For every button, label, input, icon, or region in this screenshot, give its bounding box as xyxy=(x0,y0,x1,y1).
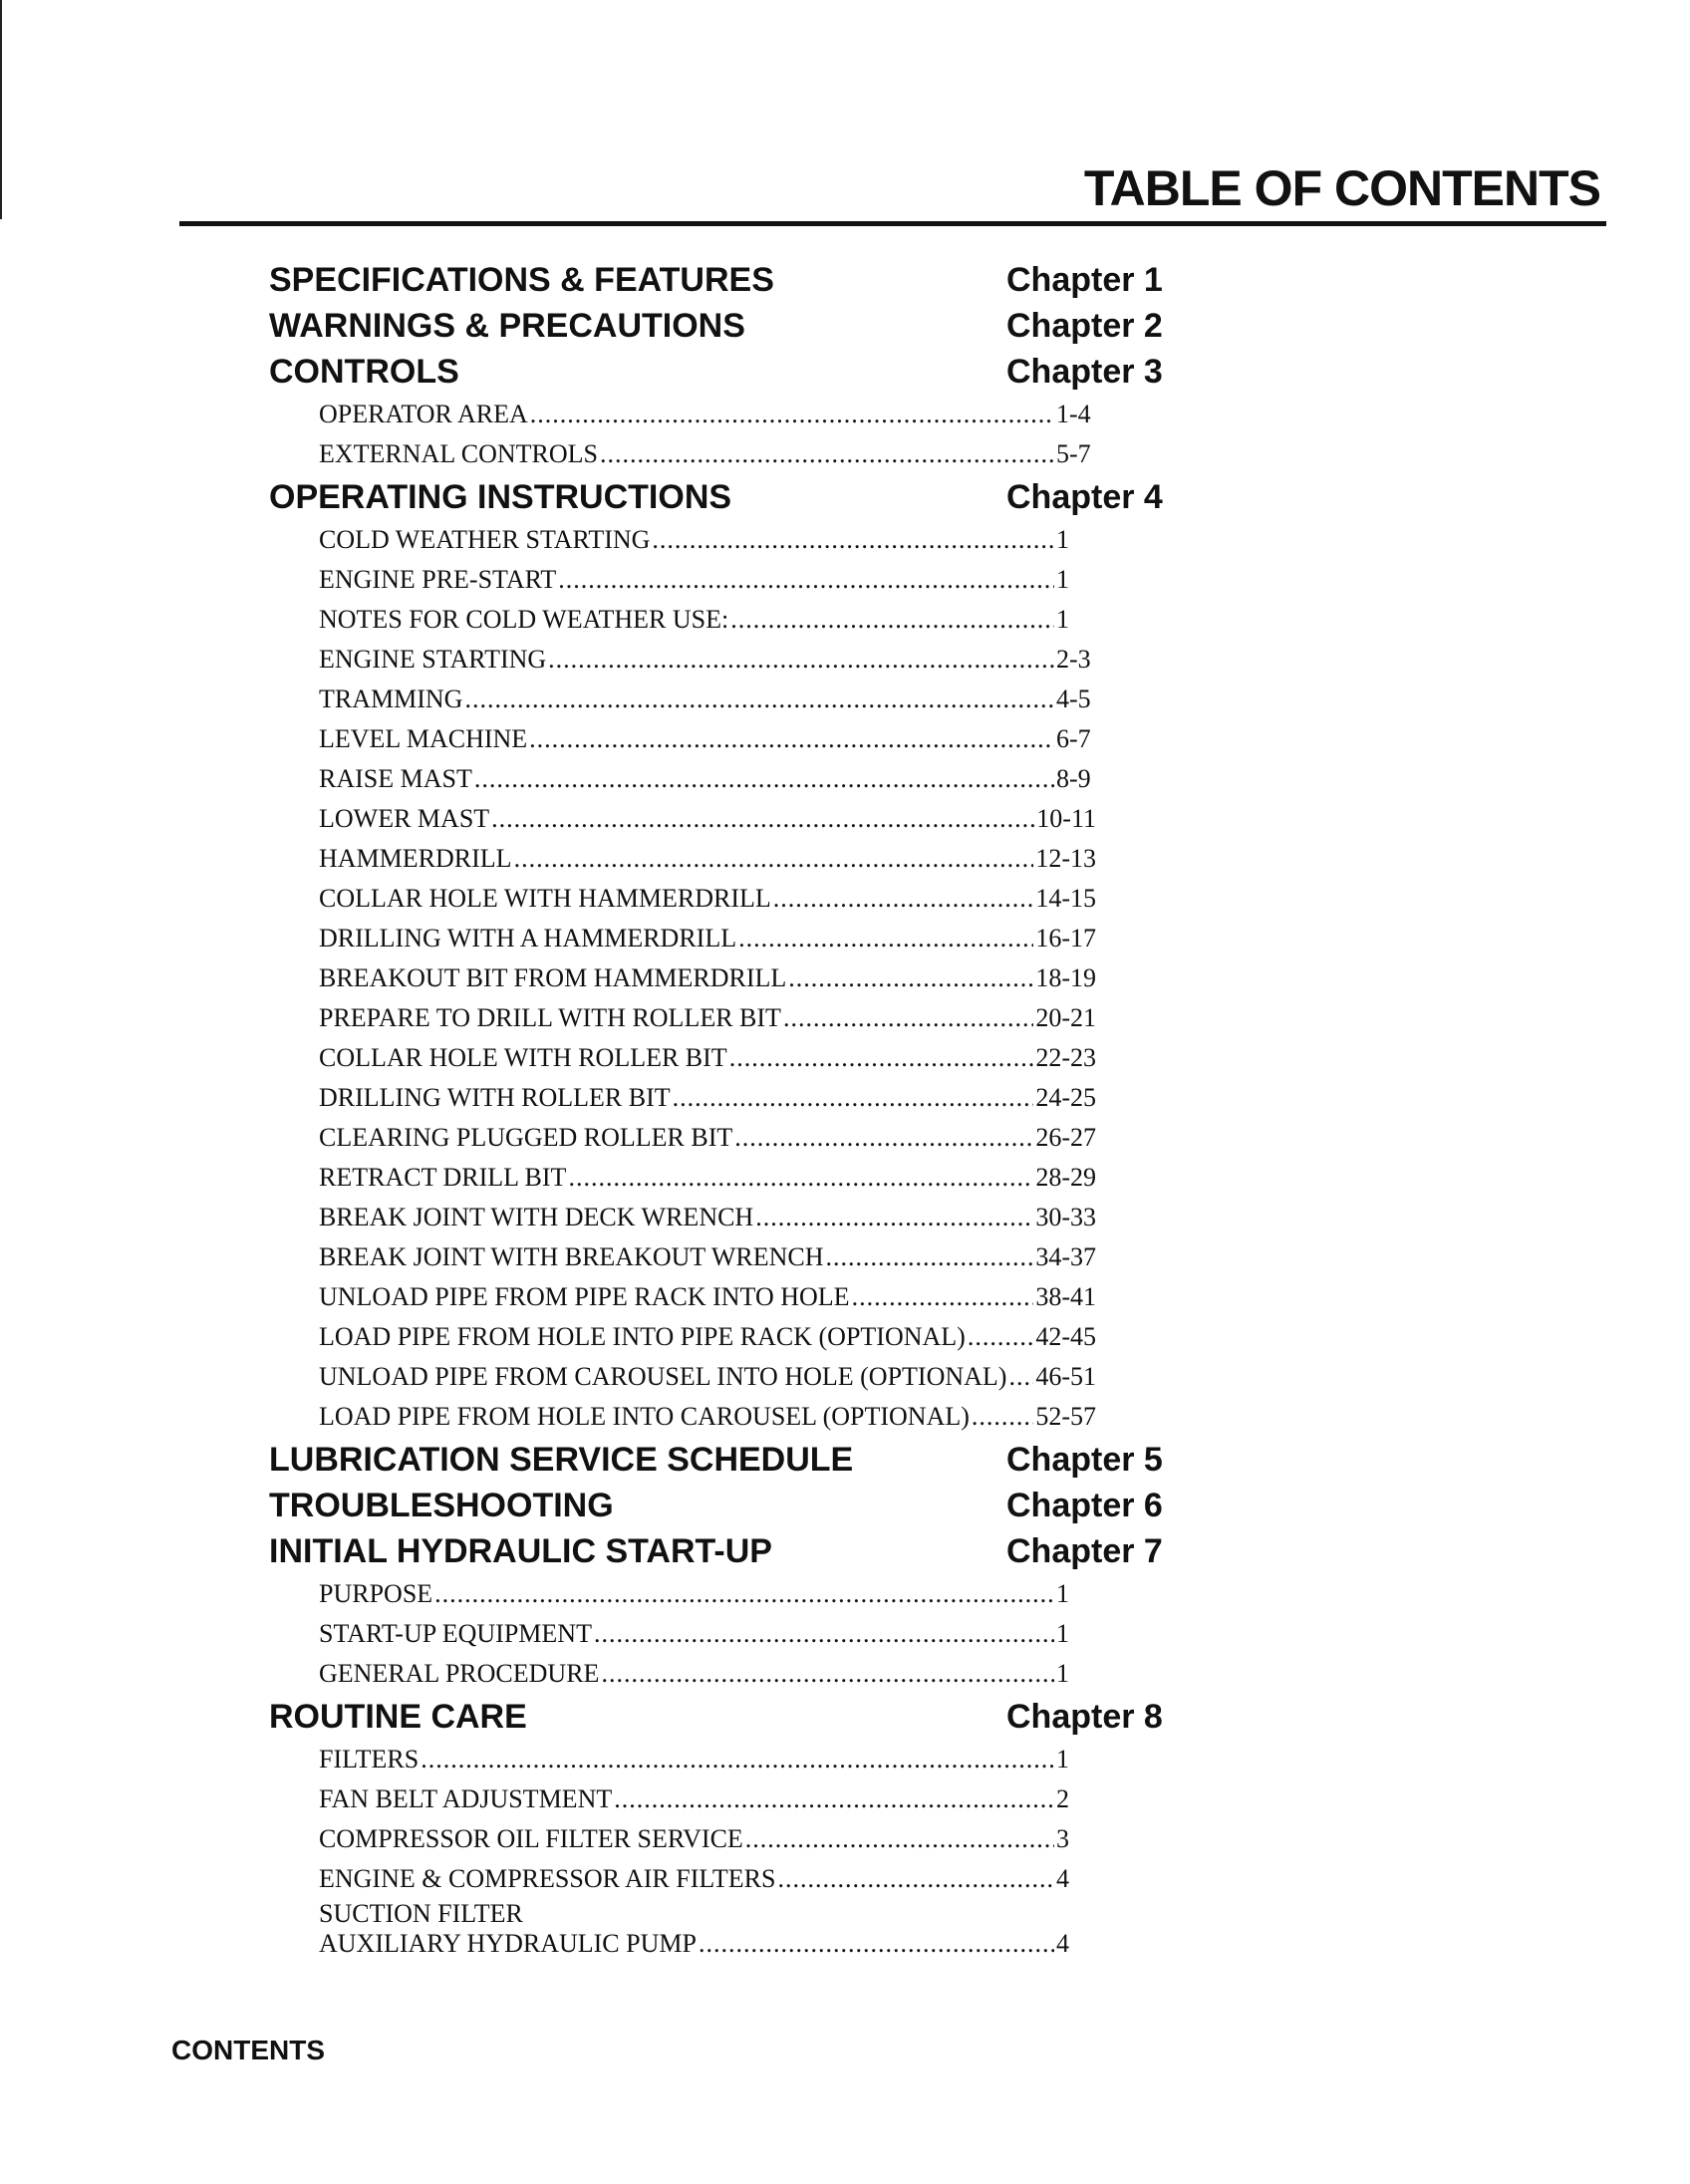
toc-entry xyxy=(269,1277,1096,1317)
toc-entry xyxy=(269,1654,1096,1694)
toc-entry xyxy=(269,520,1096,560)
dot-leader xyxy=(514,839,1034,879)
entry-title: LOAD PIPE FROM HOLE INTO CAROUSEL (OPTIONAL) xyxy=(319,1402,970,1431)
entry-title: DRILLING WITH A HAMMERDRILL xyxy=(319,924,737,953)
entry-title: AUXILIARY HYDRAULIC PUMP xyxy=(319,1929,697,1958)
dot-leader xyxy=(783,998,1033,1038)
entry-title: HAMMERDRILL xyxy=(319,844,512,873)
title-rule xyxy=(179,221,1606,226)
entry-title: UNLOAD PIPE FROM PIPE RACK INTO HOLE xyxy=(319,1282,850,1311)
dot-leader xyxy=(699,1929,1054,1959)
entry-page: 18-19 xyxy=(1035,963,1096,992)
entry-title: COLD WEATHER STARTING xyxy=(319,525,651,554)
dot-leader xyxy=(421,1740,1054,1779)
entry-page: 1 xyxy=(1056,1619,1069,1648)
entry-title: RAISE MAST xyxy=(319,764,472,793)
dot-leader xyxy=(548,640,1054,680)
toc-entry xyxy=(269,1574,1096,1614)
footer-label: CONTENTS xyxy=(171,2035,325,2065)
dot-leader xyxy=(652,520,1054,560)
entry-title: BREAK JOINT WITH BREAKOUT WRENCH xyxy=(319,1242,824,1271)
entry-page: 1 xyxy=(1056,1659,1069,1688)
chapter-title: CONTROLS xyxy=(269,353,459,391)
entry-page: 12-13 xyxy=(1035,844,1096,873)
entry-title: TRAMMING xyxy=(319,684,463,713)
dot-leader xyxy=(745,1819,1054,1859)
toc-entry xyxy=(269,1779,1096,1819)
entry-page: 1 xyxy=(1056,605,1069,634)
entry-page: 10-11 xyxy=(1036,804,1096,833)
toc-chapter xyxy=(269,303,1166,349)
toc-entry xyxy=(269,640,1096,680)
toc-entry xyxy=(269,759,1096,799)
entry-title: ENGINE & COMPRESSOR AIR FILTERS xyxy=(319,1864,776,1893)
chapter-number: Chapter 1 xyxy=(1006,261,1163,299)
dot-leader xyxy=(773,879,1034,919)
toc-entry xyxy=(269,839,1096,879)
dot-leader xyxy=(600,434,1054,474)
dot-leader xyxy=(491,799,1034,839)
dot-leader xyxy=(730,600,1054,640)
toc-entry xyxy=(269,1859,1096,1899)
entry-title: ENGINE PRE-START xyxy=(319,565,557,594)
chapter-number: Chapter 2 xyxy=(1006,307,1163,345)
entry-page: 1 xyxy=(1056,565,1069,594)
dot-leader xyxy=(968,1317,1034,1357)
entry-title: PURPOSE xyxy=(319,1579,433,1608)
entry-page: 30-33 xyxy=(1035,1203,1096,1231)
entry-page: 1 xyxy=(1056,1745,1069,1774)
entry-title-prefix: SUCTION FILTER xyxy=(319,1899,523,1928)
toc-entry xyxy=(269,1198,1096,1237)
dot-leader xyxy=(852,1277,1034,1317)
chapter-title: WARNINGS & PRECAUTIONS xyxy=(269,307,745,345)
entry-page: 14-15 xyxy=(1035,884,1096,913)
toc-entry xyxy=(269,434,1096,474)
table-of-contents xyxy=(269,257,1166,1963)
dot-leader xyxy=(729,1038,1034,1078)
entry-page: 4 xyxy=(1056,1929,1069,1958)
entry-title: CLEARING PLUGGED ROLLER BIT xyxy=(319,1123,733,1152)
dot-leader xyxy=(738,919,1033,958)
entry-title: BREAK JOINT WITH DECK WRENCH xyxy=(319,1203,754,1231)
dot-leader xyxy=(755,1198,1033,1237)
entry-page: 3 xyxy=(1056,1824,1069,1853)
dot-leader xyxy=(1008,1357,1033,1397)
toc-entry xyxy=(269,1740,1096,1779)
entry-title: LOAD PIPE FROM HOLE INTO PIPE RACK (OPTIONAL) xyxy=(319,1322,966,1351)
dot-leader xyxy=(474,759,1054,799)
chapter-number: Chapter 3 xyxy=(1006,353,1163,391)
toc-entry xyxy=(269,1038,1096,1078)
dot-leader xyxy=(826,1237,1034,1277)
chapter-number: Chapter 4 xyxy=(1006,478,1163,516)
entry-page: 2 xyxy=(1056,1784,1069,1813)
entry-title: EXTERNAL CONTROLS xyxy=(319,439,598,468)
entry-title: NOTES FOR COLD WEATHER USE: xyxy=(319,605,729,634)
entry-page: 20-21 xyxy=(1035,1003,1096,1032)
entry-page: 16-17 xyxy=(1035,924,1096,953)
toc-entry xyxy=(269,395,1096,434)
dot-leader xyxy=(777,1859,1054,1899)
entry-page: 5-7 xyxy=(1056,439,1091,468)
entry-page: 4-5 xyxy=(1056,684,1091,713)
toc-entry xyxy=(269,958,1096,998)
dot-leader xyxy=(734,1118,1033,1158)
toc-entry xyxy=(269,998,1096,1038)
entry-title: UNLOAD PIPE FROM CAROUSEL INTO HOLE (OPTIONAL) xyxy=(319,1362,1007,1391)
entry-title: DRILLING WITH ROLLER BIT xyxy=(319,1083,671,1112)
dot-leader xyxy=(558,560,1054,600)
entry-page: 46-51 xyxy=(1035,1362,1096,1391)
entry-title: COLLAR HOLE WITH HAMMERDRILL xyxy=(319,884,771,913)
dot-leader xyxy=(594,1614,1054,1654)
entry-title: BREAKOUT BIT FROM HAMMERDRILL xyxy=(319,963,787,992)
toc-entry xyxy=(269,1317,1096,1357)
entry-page: 4 xyxy=(1056,1864,1069,1893)
entry-page: 1-4 xyxy=(1056,400,1091,428)
toc-entry xyxy=(269,1614,1096,1654)
dot-leader xyxy=(464,680,1054,719)
dot-leader xyxy=(530,395,1054,434)
dot-leader xyxy=(972,1397,1033,1437)
toc-entry xyxy=(269,719,1096,759)
entry-page: 8-9 xyxy=(1056,764,1091,793)
entry-page: 26-27 xyxy=(1035,1123,1096,1152)
entry-page: 28-29 xyxy=(1035,1163,1096,1192)
entry-title: COMPRESSOR OIL FILTER SERVICE xyxy=(319,1824,743,1853)
toc-entry xyxy=(269,1899,1096,1963)
toc-entry xyxy=(269,1118,1096,1158)
dot-leader xyxy=(788,958,1033,998)
dot-leader xyxy=(601,1654,1054,1694)
chapter-title: INITIAL HYDRAULIC START-UP xyxy=(269,1532,772,1570)
toc-entry xyxy=(269,600,1096,640)
entry-page: 22-23 xyxy=(1035,1043,1096,1072)
toc-entry xyxy=(269,1819,1096,1859)
entry-title: COLLAR HOLE WITH ROLLER BIT xyxy=(319,1043,727,1072)
toc-entry xyxy=(269,879,1096,919)
toc-entry xyxy=(269,680,1096,719)
entry-title: GENERAL PROCEDURE xyxy=(319,1659,600,1688)
toc-entry xyxy=(269,919,1096,958)
entry-page: 52-57 xyxy=(1035,1402,1096,1431)
toc-chapter xyxy=(269,474,1166,520)
chapter-title: SPECIFICATIONS & FEATURES xyxy=(269,261,774,299)
entry-title: LEVEL MACHINE xyxy=(319,724,528,753)
toc-entry xyxy=(269,1237,1096,1277)
entry-title: FAN BELT ADJUSTMENT xyxy=(319,1784,613,1813)
entry-title: OPERATOR AREA xyxy=(319,400,528,428)
toc-chapter xyxy=(269,1437,1166,1483)
dot-leader xyxy=(434,1574,1054,1614)
entry-title: PREPARE TO DRILL WITH ROLLER BIT xyxy=(319,1003,781,1032)
entry-title: RETRACT DRILL BIT xyxy=(319,1163,567,1192)
page-title: TABLE OF CONTENTS xyxy=(1083,160,1600,216)
entry-title: START-UP EQUIPMENT xyxy=(319,1619,592,1648)
toc-entry xyxy=(269,799,1096,839)
toc-entry xyxy=(269,1158,1096,1198)
entry-page: 6-7 xyxy=(1056,724,1091,753)
chapter-title: TROUBLESHOOTING xyxy=(269,1487,614,1524)
toc-chapter xyxy=(269,349,1166,395)
toc-chapter xyxy=(269,1694,1166,1740)
entry-page: 1 xyxy=(1056,525,1069,554)
entry-page: 42-45 xyxy=(1035,1322,1096,1351)
chapter-title: ROUTINE CARE xyxy=(269,1698,527,1736)
toc-entry xyxy=(269,1357,1096,1397)
entry-page: 38-41 xyxy=(1035,1282,1096,1311)
chapter-title: OPERATING INSTRUCTIONS xyxy=(269,478,732,516)
chapter-number: Chapter 7 xyxy=(1006,1532,1163,1570)
entry-page: 2-3 xyxy=(1056,645,1091,674)
chapter-title: LUBRICATION SERVICE SCHEDULE xyxy=(269,1441,854,1479)
dot-leader xyxy=(614,1779,1054,1819)
toc-entry xyxy=(269,560,1096,600)
toc-entry xyxy=(269,1397,1096,1437)
entry-title: FILTERS xyxy=(319,1745,420,1774)
chapter-number: Chapter 8 xyxy=(1006,1698,1163,1736)
entry-page: 34-37 xyxy=(1035,1242,1096,1271)
scan-edge-mark xyxy=(0,0,2,219)
dot-leader xyxy=(529,719,1054,759)
toc-chapter xyxy=(269,1483,1166,1528)
chapter-number: Chapter 5 xyxy=(1006,1441,1163,1479)
chapter-number: Chapter 6 xyxy=(1006,1487,1163,1524)
dot-leader xyxy=(673,1078,1034,1118)
entry-page: 24-25 xyxy=(1035,1083,1096,1112)
entry-title: LOWER MAST xyxy=(319,804,490,833)
toc-chapter xyxy=(269,257,1166,303)
entry-page: 1 xyxy=(1056,1579,1069,1608)
toc-entry xyxy=(269,1078,1096,1118)
toc-chapter xyxy=(269,1528,1166,1574)
dot-leader xyxy=(568,1158,1033,1198)
entry-title: ENGINE STARTING xyxy=(319,645,547,674)
